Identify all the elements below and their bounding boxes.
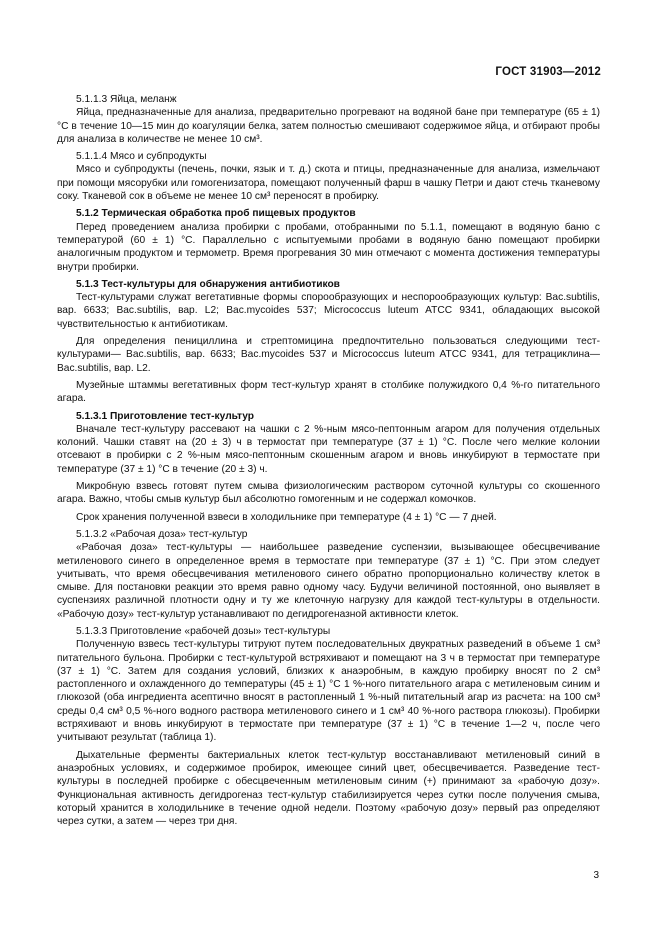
body-paragraph: Вначале тест-культуру рассевают на чашки с 2 %-ным мясо-пептонным агаром для получения отдельных колоний. Чашки ставят на (20 ± 3) ч в термостат при температуре (37 ± 1) °C. После чего мелкие колонии отсевают в пробирки с 2 %-ным мясо-пептонным скошенным агаром и вновь инкубируют в термостате при температуре (37 ± 1) °C в течение (20 ± 3) ч.	[57, 423, 600, 475]
section-heading: 5.1.1.3 Яйца, меланж	[76, 94, 177, 105]
body-paragraph: «Рабочая доза» тест-культуры — наибольшее разведение суспензии, вызывающее обесцвечивание метиленового синего в определенное время в термостате при температуре (37 ± 1) °C. При этом следует учитывать, что время обесцвечивания метиленового синего обратно пропорционально количеству клеток в смыве. Для постановки реакции это время равно одному часу. Будучи величиной постоянной, оно выявляет в суспензиях различной плотности одну и ту же клеточную нагрузку для каждой тест-культуры в отдельности. «Рабочую дозу» тест-культур устанавливают по дегидрогеназной активности клеток.	[57, 542, 600, 620]
section-heading: 5.1.2 Термическая обработка проб пищевых продуктов	[76, 208, 356, 220]
section-heading: 5.1.3.1 Приготовление тест-культур	[76, 410, 255, 422]
body-paragraph: Полученную взвесь тест-культуры титруют путем последовательных двукратных разведений в объеме 1 см³ питательного бульона. Пробирки с тест-культурой встряхивают и помещают на 3 ч в термостат при температуре (37 ± 1) °C. Затем для создания условий, близких к анаэробным, в каждую пробирку вносят по 2 см³ растопленного и охлажденного до температуры (45 ± 1) °C 1 %-ного питательного агара с метиленовым синим и глюкозой (оба ингредиента асептично вносят в растопленный 1 %-ный питательный агар из расчета: на 100 см³ среды 0,4 см³ 0,5 %-ного водного раствора метиленового синего и 1 см³ 40 %-ного раствора глюкозы). Пробирки встряхивают и вновь инкубируют в термостате при температуре (37 ± 1) °C в течение 1—2 ч, после чего учитывают результат (таблица 1).	[57, 639, 600, 744]
body-paragraph: Для определения пенициллина и стрептомицина предпочтительно пользоваться следующими тест-культурами— Bac.subtilis, вар. 6633; Bac.mycoides 537 и Micrococcus luteum ATCC 9341, для тетрациклина— Bac.subtilis, вар. L2.	[57, 336, 600, 374]
section-heading: 5.1.1.4 Мясо и субпродукты	[76, 151, 207, 163]
document-body	[57, 93, 600, 828]
body-paragraph: Тест-культурами служат вегетативные формы спорообразующих и неспорообразующих культур: Bac.subtilis, вар. 6633; Bac.subtilis, вар. L2; Bac.mycoides 537; Micrococcus luteum ATCC 9341, обладающих высокой чувствительностью к антибиотикам.	[57, 292, 600, 330]
section-heading: 5.1.3 Тест-культуры для обнаружения антибиотиков	[76, 278, 340, 290]
standard-header: ГОСТ 31903—2012	[495, 66, 601, 78]
body-paragraph: Перед проведением анализа пробирки с пробами, отобранными по 5.1.1, помещают в водяную баню с температурой (60 ± 1) °C. Параллельно с испытуемыми пробами в водяную баню помещают пробирки аналогичным продуктом и термометр. Время прогревания 30 мин отмечают с момента достижения температуры внутри пробирки.	[57, 221, 600, 273]
section-heading: 5.1.3.2 «Рабочая доза» тест-культур	[76, 528, 248, 540]
body-paragraph: Срок хранения полученной взвеси в холодильнике при температуре (4 ± 1) °C — 7 дней.	[76, 511, 497, 523]
section-heading: 5.1.3.3 Приготовление «рабочей дозы» тест-культуры	[76, 625, 331, 637]
page-number: 3	[593, 870, 599, 881]
body-paragraph: Музейные штаммы вегетативных форм тест-культур хранят в столбике полужидкого 0,4 %-го питательного агара.	[57, 379, 600, 405]
body-paragraph: Мясо и субпродукты (печень, почки, язык и т. д.) скота и птицы, предназначенные для анализа, измельчают при помощи мясорубки или гомогенизатора, помещают полученный фарш в чашку Петри и дают стечь тканевому соку. Тканевой сок в объеме не менее 10 см³ переносят в пробирку.	[57, 164, 600, 203]
body-paragraph: Яйца, предназначенные для анализа, предварительно прогревают на водяной бане при температуре (65 ± 1) °C в течение 10—15 мин до коагуляции белка, затем полностью смешивают содержимое яйца, и отбирают пробы для анализа в количестве не менее 10 см³.	[57, 107, 600, 145]
body-paragraph: Дыхательные ферменты бактериальных клеток тест-культур восстанавливают метиленовый синий в анаэробных условиях, и содержимое пробирок, имеющее синий цвет, обесцвечивается. Разведение тест-культуры в последней пробирке с обесцвеченным метиленовым синим (+) принимают за «рабочую дозу». Функциональная активность дегидрогеназ тест-культур стабилизируется через сутки после получения смыва, который хранится в холодильнике в течение одной недели. Поэтому «рабочую дозу» первый раз определяют через сутки, а затем — через три дня.	[57, 749, 600, 828]
body-paragraph: Микробную взвесь готовят путем смыва физиологическим раствором суточной культуры со скошенного агара. Важно, чтобы смыв культур был абсолютно гомогенным и не содержал комочков.	[57, 481, 600, 506]
